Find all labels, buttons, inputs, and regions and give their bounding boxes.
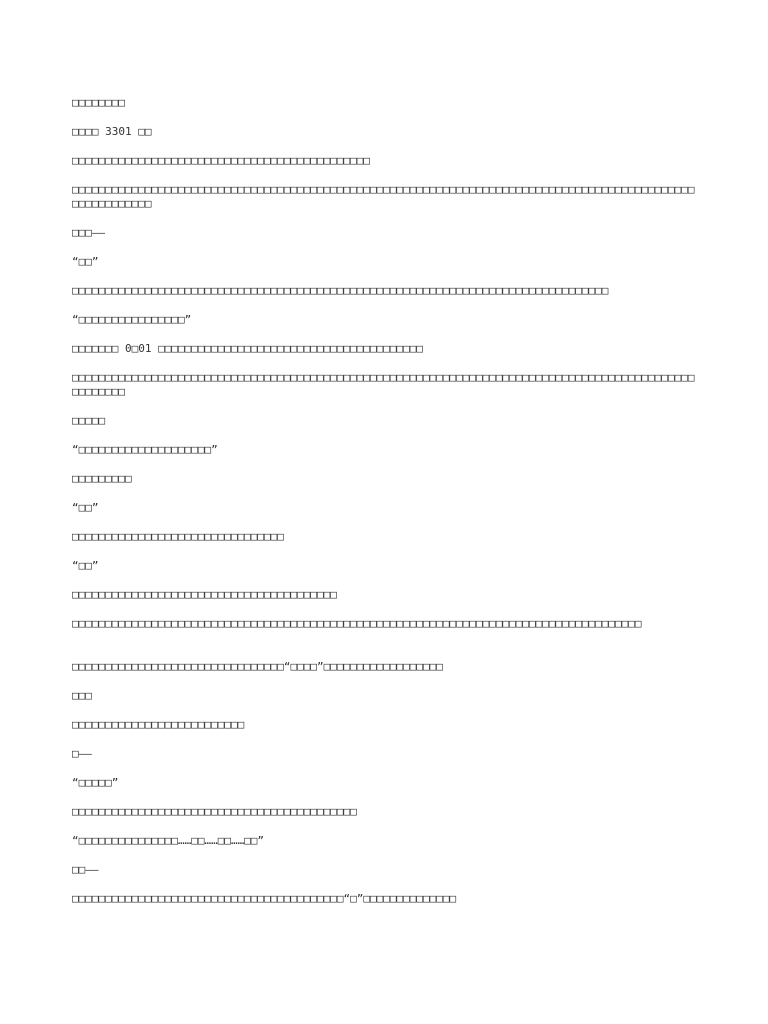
paragraph: □—— (72, 747, 92, 760)
paragraph: □□□□□□□□□ (72, 472, 132, 485)
paragraph: □□□—— (72, 226, 106, 239)
paragraph: “□□” (72, 559, 99, 572)
paragraph: □□□□□□□□□□□□□□□□□□□□□□□□□□□□□□□□□□□□□□□□□“□”□□□□□□□□□□□□□□ (72, 892, 457, 905)
document-body (72, 96, 700, 921)
paragraph: □□—— (72, 863, 99, 876)
paragraph: “□□□□□□□□□□□□□□□□” (72, 313, 192, 326)
paragraph: “□□” (72, 255, 99, 268)
paragraph: □□□□□□□□□□□□□□□□□□□□□□□□□□□□□□□□ (72, 530, 284, 543)
paragraph: □□□□□ (72, 414, 106, 427)
paragraph: “□□□□□□□□□□□□□□□……□□……□□……□□” (72, 834, 265, 847)
paragraph: “□□□□□□□□□□□□□□□□□□□□” (72, 443, 218, 456)
paragraph: □□□□□□□□□□□□□□□□□□□□□□□□□□□□□□□□□□□□□□□□□□□□□□□□□□□□□□□□□□□□□□□□□□□□□□□□□□□□□□□□□ (72, 284, 609, 297)
paragraph: □□□□□□□ 0□01 □□□□□□□□□□□□□□□□□□□□□□□□□□□□□□□□□□□□□□□□ (72, 342, 423, 355)
paragraph: □□□□□□□□□□□□□□□□□□□□□□□□□□□□□□□□“□□□□”□□□□□□□□□□□□□□□□□□ (72, 660, 443, 673)
paragraph: □□□□□□□□□□□□□□□□□□□□□□□□□□ (72, 718, 245, 731)
paragraph: □□□□ 3301 □□ (72, 125, 152, 138)
paragraph: □□□ (72, 689, 92, 702)
paragraph: □□□□□□□□□□□□□□□□□□□□□□□□□□□□□□□□□□□□□□□□□□□□□ (72, 154, 371, 167)
paragraph: “□□□□□” (72, 776, 119, 789)
paragraph: □□□□□□□□□□□□□□□□□□□□□□□□□□□□□□□□□□□□□□□□□□□□□□□□□□□□□□□□□□□□□□□□□□□□□□□□□□□□□□□□□□□□□□□□□□□□□□□□□□□□□□□□□□ (72, 183, 695, 210)
paragraph: □□□□□□□□ (72, 96, 125, 109)
paragraph: □□□□□□□□□□□□□□□□□□□□□□□□□□□□□□□□□□□□□□□□□□□□□□□□□□□□□□□□□□□□□□□□□□□□□□□□□□□□□□□□□□□□□□ (72, 617, 642, 630)
paragraph: □□□□□□□□□□□□□□□□□□□□□□□□□□□□□□□□□□□□□□□□□□□□□□□□□□□□□□□□□□□□□□□□□□□□□□□□□□□□□□□□□□□□□□□□□□□□□□□□□□□□□□ (72, 371, 695, 398)
paragraph: □□□□□□□□□□□□□□□□□□□□□□□□□□□□□□□□□□□□□□□□ (72, 588, 337, 601)
paragraph: “□□” (72, 501, 99, 514)
paragraph: □□□□□□□□□□□□□□□□□□□□□□□□□□□□□□□□□□□□□□□□□□□ (72, 805, 357, 818)
